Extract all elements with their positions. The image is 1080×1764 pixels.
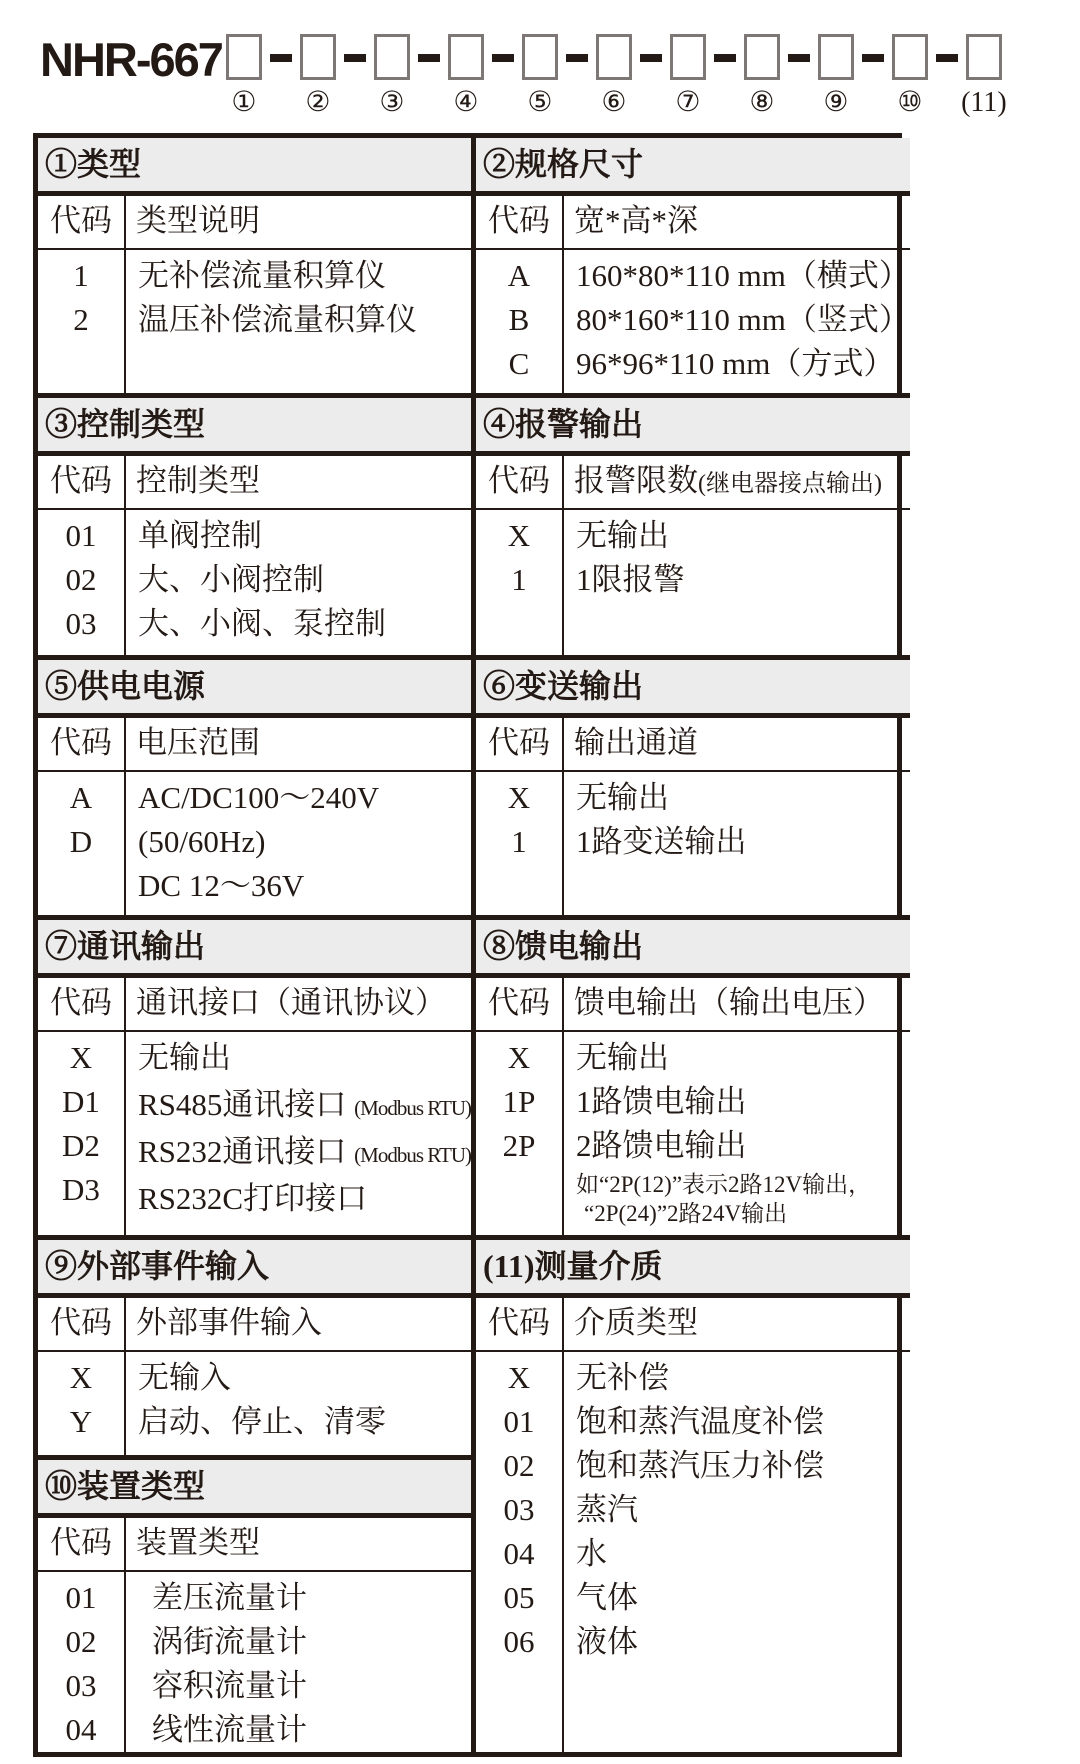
code-cell: D3 [62,1172,100,1207]
model-position-box-7 [670,34,706,80]
desc-header: 报警限数(继电器接点输出) [574,463,882,498]
feed-output-note: 如“2P(12)”表示2路12V输出， “2P(24)”2路24V输出 [576,1172,872,1226]
desc-cell: 大、小阀控制 [138,562,324,597]
desc-cell: 1路馈电输出 [576,1084,747,1119]
code-cell: B [508,302,530,337]
desc-header: 外部事件输入 [136,1305,322,1340]
desc-cell: 无输出 [576,518,669,553]
code-header: 代码 [38,978,126,1030]
model-position-box-6 [596,34,632,80]
dash-separator [788,54,810,62]
code-cell: 03 [65,1668,97,1703]
model-position-6 [595,34,633,118]
desc-header: 通讯接口（通讯协议） [136,985,446,1020]
desc-cell: 温压补偿流量积算仪 [138,302,417,337]
desc-cell: 无补偿 [576,1360,669,1395]
position-label-8: ⑧ [749,87,775,118]
code-header: 代码 [476,1298,564,1350]
dash-separator [492,54,514,62]
section-5-title: ⑤供电电源 [38,660,471,718]
code-cell: 1 [511,562,527,597]
code-cell: X [69,1040,93,1075]
dash-separator [862,54,884,62]
desc-header: 控制类型 [136,463,260,498]
desc-cell: RS485通讯接口 (Modbus RTU) [138,1087,471,1122]
desc-cell: RS232通讯接口 (Modbus RTU) [138,1134,471,1169]
model-position-7 [669,34,707,118]
section-10-title: ⑩装置类型 [38,1460,471,1518]
model-position-box-4 [448,34,484,80]
section-6-transmitting-output [476,655,910,915]
code-header: 代码 [38,718,126,770]
dash-separator [714,54,736,62]
desc-header: 馈电输出（输出电压） [574,985,884,1020]
position-label-11: (11) [961,87,1007,118]
desc-cell: 1限报警 [576,562,685,597]
code-cell: 1 [511,824,527,859]
code-cell: X [507,1360,531,1395]
position-label-10: ⑩ [897,87,923,118]
code-cell: 02 [503,1448,535,1483]
section-9-title: ⑨外部事件输入 [38,1240,471,1298]
code-header: 代码 [38,456,126,508]
model-prefix: NHR-667 [40,33,222,86]
section-3-title: ③控制类型 [38,398,471,456]
model-position-box-9 [818,34,854,80]
code-cell: 05 [503,1580,535,1615]
desc-header: 类型说明 [136,203,260,238]
desc-cell: 涡街流量计 [152,1624,307,1659]
desc-header: 宽*高*深 [574,203,698,238]
desc-cell: (50/60Hz) [138,824,266,859]
dash-separator [640,54,662,62]
model-position-box-1 [226,34,262,80]
dash-separator [344,54,366,62]
code-header: 代码 [476,456,564,508]
code-header: 代码 [38,196,126,248]
desc-cell: 大、小阀、泵控制 [138,606,386,641]
desc-cell: 160*80*110 mm（横式） [576,258,910,293]
section-7-communication-output [38,915,471,1235]
desc-header: 装置类型 [136,1525,260,1560]
desc-cell: 蒸汽 [576,1492,638,1527]
desc-cell: 启动、停止、清零 [138,1404,386,1439]
section-3-control-type [38,393,471,655]
desc-cell: 线性流量计 [152,1712,307,1747]
code-cell: Y [69,1404,93,1439]
code-header: 代码 [38,1518,126,1570]
model-position-8 [743,34,781,118]
model-position-2 [299,34,337,118]
model-position-box-8 [744,34,780,80]
desc-cell: DC 12～36V [138,868,305,903]
desc-cell: 气体 [576,1580,638,1615]
section-2-title: ②规格尺寸 [476,138,910,196]
section-1-type [38,138,471,393]
position-label-3: ③ [379,87,405,118]
code-cell: 01 [503,1404,535,1439]
code-cell: 04 [503,1536,535,1571]
desc-cell: AC/DC100～240V [138,780,380,815]
dash-separator [566,54,588,62]
code-cell: 06 [503,1624,535,1659]
desc-header: 电压范围 [136,725,260,760]
section-2-dimensions [476,138,910,393]
code-cell: 03 [65,606,97,641]
code-header: 代码 [476,718,564,770]
desc-cell: 无输入 [138,1360,231,1395]
model-position-5 [521,34,559,118]
section-8-title: ⑧馈电输出 [476,920,910,978]
section-11-measured-medium [476,1235,910,1752]
code-cell: X [507,780,531,815]
code-header: 代码 [476,978,564,1030]
desc-cell: 无补偿流量积算仪 [138,258,386,293]
model-position-box-10 [892,34,928,80]
model-position-10 [891,34,929,118]
code-cell: 03 [503,1492,535,1527]
section-10-device-type [38,1455,471,1752]
code-cell: 01 [65,1580,97,1615]
position-label-1: ① [231,87,257,118]
code-header: 代码 [476,196,564,248]
desc-cell: 2路馈电输出 [576,1128,747,1163]
code-cell: X [507,1040,531,1075]
dash-separator [936,54,958,62]
code-cell: 2P [502,1128,536,1163]
code-cell: 04 [65,1712,97,1747]
position-label-2: ② [305,87,331,118]
code-cell: 02 [65,1624,97,1659]
position-label-7: ⑦ [675,87,701,118]
desc-cell: RS232C打印接口 [138,1181,368,1216]
section-5-power-supply [38,655,471,915]
code-cell: A [507,258,531,293]
code-cell: C [508,346,530,381]
model-position-1 [225,34,263,118]
code-cell: D [69,824,93,859]
position-label-5: ⑤ [527,87,553,118]
code-cell: 1P [502,1084,536,1119]
dash-separator [270,54,292,62]
desc-cell: 单阀控制 [138,518,262,553]
desc-cell: 无输出 [576,1040,669,1075]
model-position-3 [373,34,411,118]
position-label-9: ⑨ [823,87,849,118]
desc-cell: 差压流量计 [152,1580,307,1615]
model-selection-table [33,133,910,1757]
model-position-9 [817,34,855,118]
desc-cell: 水 [576,1536,607,1571]
desc-cell: 容积流量计 [152,1668,307,1703]
section-11-title: (11)测量介质 [476,1240,910,1298]
section-6-title: ⑥变送输出 [476,660,910,718]
model-position-box-11 [966,34,1002,80]
code-cell: 02 [65,562,97,597]
desc-cell: 饱和蒸汽压力补偿 [576,1448,824,1483]
section-9-external-event-input [38,1235,471,1455]
position-label-6: ⑥ [601,87,627,118]
section-7-title: ⑦通讯输出 [38,920,471,978]
code-cell: 2 [73,302,89,337]
model-position-4 [447,34,485,118]
desc-cell: 无输出 [576,780,669,815]
table-left-column [38,138,471,1752]
desc-header: 输出通道 [574,725,698,760]
desc-cell: 无输出 [138,1040,231,1075]
code-cell: A [69,780,93,815]
code-cell: 1 [73,258,89,293]
model-position-box-3 [374,34,410,80]
code-cell: D2 [62,1128,100,1163]
code-header: 代码 [38,1298,126,1350]
desc-cell: 96*96*110 mm（方式） [576,346,895,381]
code-cell: X [69,1360,93,1395]
desc-cell: 1路变送输出 [576,824,747,859]
dash-separator [418,54,440,62]
desc-header: 介质类型 [574,1305,698,1340]
position-label-4: ④ [453,87,479,118]
section-4-title: ④报警输出 [476,398,910,456]
section-8-feed-output [476,915,910,1235]
code-cell: 01 [65,518,97,553]
code-cell: X [507,518,531,553]
desc-cell: 80*160*110 mm（竖式） [576,302,910,337]
model-position-11 [961,34,1007,118]
model-position-box-2 [300,34,336,80]
model-position-box-5 [522,34,558,80]
table-right-column [471,138,910,1752]
section-1-title: ①类型 [38,138,471,196]
desc-cell: 液体 [576,1624,638,1659]
model-code-line [40,33,1007,118]
section-4-alarm-output [476,393,910,655]
code-cell: D1 [62,1084,100,1119]
desc-cell: 饱和蒸汽温度补偿 [576,1404,824,1439]
